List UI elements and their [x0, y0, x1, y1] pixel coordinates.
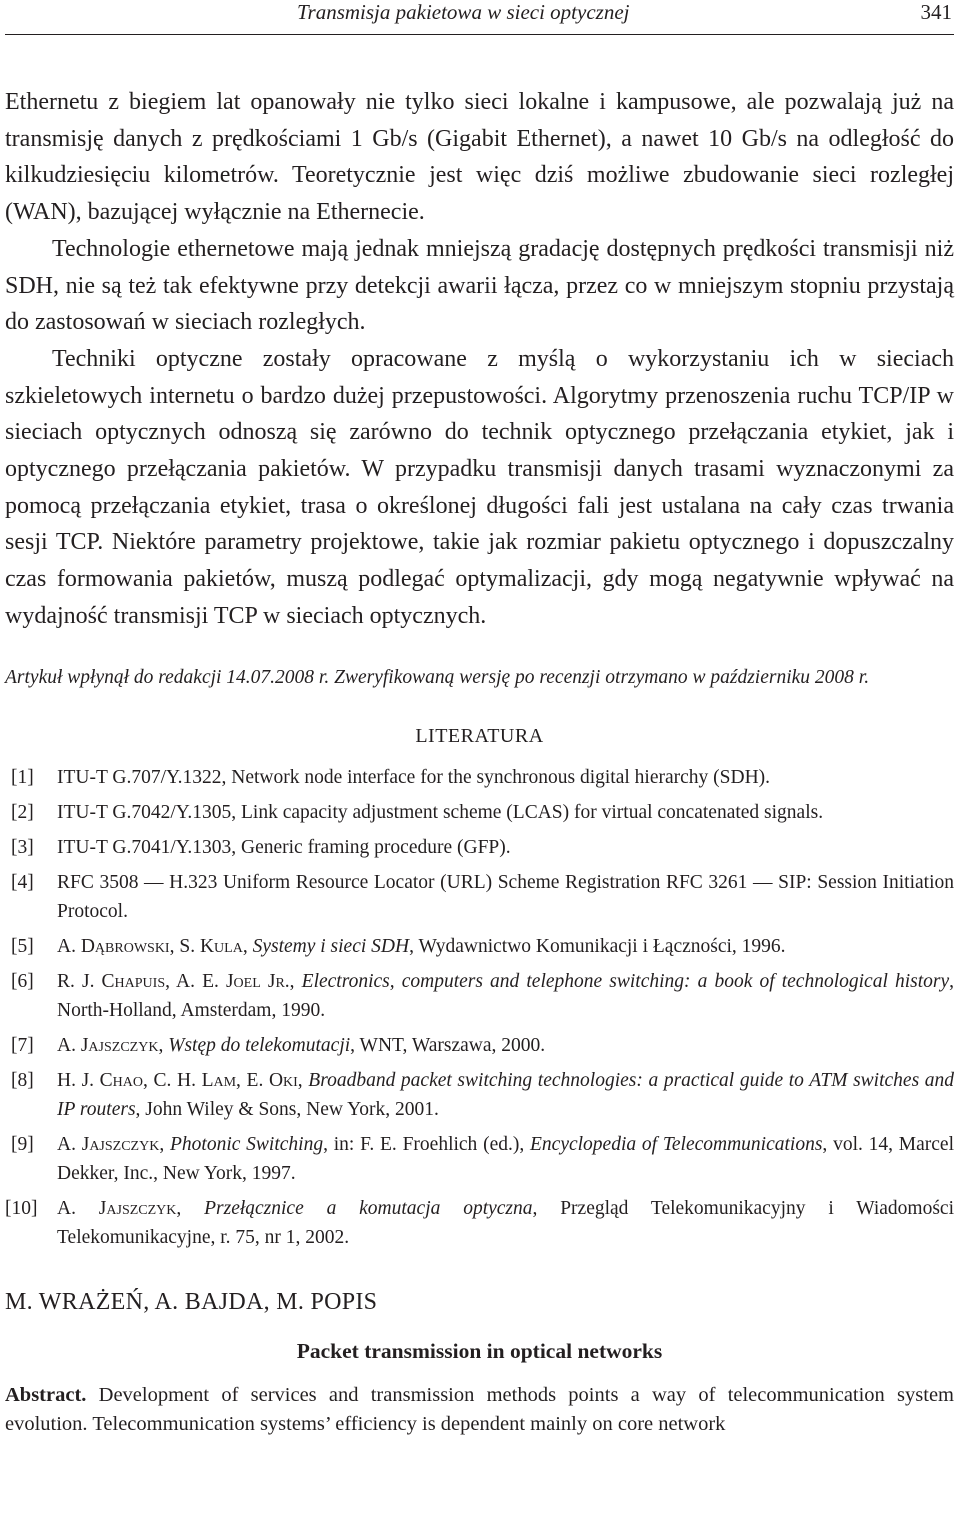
ref-work-title: Wstęp do telekomutacji — [168, 1034, 351, 1056]
reference-text: ITU-T G.7041/Y.1303, Generic framing procedure (GFP). — [57, 836, 511, 858]
ref-part: , — [159, 1133, 170, 1155]
ref-author: Chapuis — [101, 970, 166, 992]
ref-part: , — [158, 1034, 169, 1056]
reference-number: [4] — [11, 871, 34, 893]
reference-number: [2] — [11, 801, 34, 823]
ref-part: , John Wiley & Sons, New York, 2001. — [135, 1098, 439, 1120]
reference-item — [5, 967, 954, 1025]
ref-work-title: Encyclopedia of Telecommunications — [530, 1133, 823, 1155]
ref-part: A. — [57, 1133, 82, 1155]
ref-part: A. — [57, 935, 81, 957]
ref-author: Chao — [99, 1069, 143, 1091]
ref-part: , in: F. E. Froehlich (ed.), — [323, 1133, 530, 1155]
reference-number: [6] — [11, 970, 34, 992]
paragraph-1: Ethernetu z biegiem lat opanowały nie tylko sieci lokalne i kampusowe, ale pozwalają już na transmisję danych z prędkościami 1 Gb/s (Gigabit Ethernet), a nawet 10 Gb/s na odległość do kilkudziesięciu kilometrów. Teoretycznie jest więc dziś możliwe zbudowanie sieci rozległej (WAN), bazującej wyłącznie na Ethernecie. — [5, 89, 954, 226]
ref-work-title: Photonic Switching — [170, 1133, 324, 1155]
reference-item — [5, 833, 954, 862]
submission-note: Artykuł wpłynął do redakcji 14.07.2008 r. Zweryfikowaną wersję po recenzji otrzymano w październiku 2008 r. — [5, 666, 870, 688]
ref-author: Jajszczyk — [80, 1034, 159, 1056]
paragraph-3: Techniki optyczne zostały opracowane z myślą o wykorzystaniu ich w sieciach szkieletowych internetu o bardzo dużej przepustowości. Algorytmy przenoszenia ruchu TCP/IP w sieciach optycznych odnoszą się zarówno do technik optycznego przełączania etykiet, jak i optycznego przełączania pakietów. W przypadku transmisji danych trasami wyznaczonymi za pomocą przełączania etykiet, trasa o określonej długości fali jest ustalana na cały czas trwania sesji TCP. Niektóre parametry projektowe, takie jak rozmiar pakietu optycznego i dopuszczalny czas formowania pakietów, muszą podlegać optymalizacji, gdy mogą negatywnie wpływać na wydajność transmisji TCP w sieciach optycznych. — [5, 345, 954, 629]
ref-part: , vol. 14, Marcel Dekker, Inc., New York, 1997. — [57, 1133, 954, 1184]
reference-text — [57, 932, 954, 961]
reference-item — [5, 1066, 954, 1124]
ref-part: , Przegląd Telekomunikacyjny i Wiadomości Telekomunikacyjne, r. 75, nr 1, 2002. — [57, 1197, 954, 1248]
ref-work-title: Systemy i sieci SDH — [252, 935, 410, 957]
reference-text — [57, 1031, 954, 1060]
reference-text — [57, 1130, 954, 1188]
ref-part: , C. H. — [143, 1069, 202, 1091]
ref-part: , — [297, 1069, 309, 1091]
ref-part: H. J. — [57, 1069, 100, 1091]
reference-number: [5] — [11, 935, 34, 957]
ref-part: , — [176, 1197, 205, 1219]
ref-part: , WNT, Warszawa, 2000. — [350, 1034, 546, 1056]
reference-item — [5, 798, 954, 827]
ref-part: A. — [57, 1197, 99, 1219]
ref-author: Jajszczyk — [81, 1133, 160, 1155]
reference-item — [5, 868, 954, 926]
page-number: 341 — [920, 0, 952, 24]
english-title: Packet transmission in optical networks — [296, 1338, 663, 1363]
ref-part: A. — [57, 1034, 81, 1056]
ref-author: Oki — [268, 1069, 298, 1091]
reference-text: RFC 3508 — H.323 Uniform Resource Locator (URL) Scheme Registration RFC 3261 — SIP: Session Initiation Protocol. — [57, 871, 954, 922]
paragraph-2: Technologie ethernetowe mają jednak mniejszą gradację dostępnych prędkości transmisji niż SDH, nie są też tak efektywne przy detekcji awarii łącza, przez co w mniejszym stopniu przystają do zastosowań w sieciach rozległych. — [5, 235, 954, 336]
reference-item — [5, 1031, 954, 1060]
reference-item — [5, 1130, 954, 1188]
reference-number: [7] — [11, 1034, 34, 1056]
ref-author: Dąbrowski — [80, 935, 170, 957]
reference-item — [5, 1194, 954, 1252]
ref-part: , Wydawnictwo Komunikacji i Łączności, 1996. — [409, 935, 786, 957]
literature-title: LITERATURA — [415, 724, 544, 747]
ref-part: R. J. — [57, 970, 102, 992]
abstract — [5, 1381, 954, 1440]
ref-part: , E. — [236, 1069, 269, 1091]
reference-text: ITU-T G.707/Y.1322, Network node interface for the synchronous digital hierarchy (SDH). — [57, 766, 771, 788]
running-header — [5, 0, 954, 35]
ref-work-title: Przełącznice a komutacja optyczna — [204, 1197, 533, 1219]
ref-part: , North-Holland, Amsterdam, 1990. — [57, 970, 955, 1021]
reference-item — [5, 763, 954, 792]
ref-part: , — [242, 935, 253, 957]
reference-item — [5, 932, 954, 961]
abstract-text: Development of services and transmission methods points a way of telecommunication system evolution. Telecommunication systems’ efficiency is dependent mainly on core network — [5, 1383, 954, 1436]
reference-number: [8] — [11, 1069, 34, 1091]
ref-author: Jajszczyk — [98, 1197, 177, 1219]
body-text — [5, 84, 954, 635]
reference-number: [10] — [5, 1197, 38, 1219]
reference-number: [9] — [11, 1133, 34, 1155]
ref-part: , S. — [169, 935, 200, 957]
ref-part: , A. E. — [165, 970, 226, 992]
reference-text: ITU-T G.7042/Y.1305, Link capacity adjustment scheme (LCAS) for virtual concatenated signals. — [57, 801, 824, 823]
abstract-label: Abstract. — [5, 1383, 87, 1406]
ref-part: , — [289, 970, 302, 992]
ref-work-title: Broadband packet switching technologies: a practical guide to ATM switches and IP routers — [57, 1069, 955, 1120]
ref-author: Kula — [199, 935, 243, 957]
reference-number: [3] — [11, 836, 34, 858]
reference-list — [5, 763, 954, 1252]
english-authors: M. WRAŻEŃ, A. BAJDA, M. POPIS — [5, 1288, 378, 1315]
reference-text — [57, 1066, 954, 1124]
ref-author: Joel Jr. — [225, 970, 290, 992]
reference-text — [57, 967, 954, 1025]
ref-work-title: Electronics, computers and telephone switching: a book of technological history — [301, 970, 950, 992]
running-title: Transmisja pakietowa w sieci optycznej — [297, 0, 630, 24]
ref-author: Lam — [201, 1069, 237, 1091]
reference-text — [57, 1194, 954, 1252]
reference-number: [1] — [11, 766, 34, 788]
